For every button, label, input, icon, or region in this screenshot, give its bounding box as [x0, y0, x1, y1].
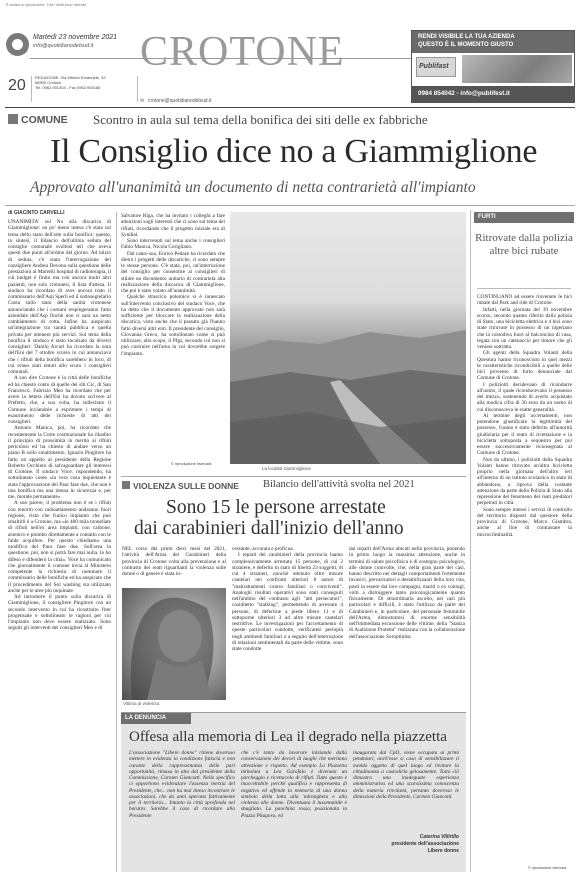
paragraph: UNANIMITA' sul No alla discarica di Giammiglione: un po' meno intesa c'è stata sul tema dello stato dell'arte sulla bonifica: questo, in sintesi, il bilancio dell'ultima seduta del consiglio comunale svoltosi ieri che aveva questi due punti all'ordine del giorno. Ad inizio di seduta, c'è stata l'interrogazione del consigliere Andrea Devona sulla questione delle prestazioni al Marrelli hospital di radioterapia, il cui budget è finito ma con ancora molti altri pazienti, non solo crotonesi, il lista d'attesa. Il sindaco ha ricordato di aver ancora trato il commissario dell'Asp Sperli ed il sottosegretario Costa sullo stato della sanità crotonese annunciando che i comuni respingeranno l'atto aziendale dell'Asp finchè non ci sarà un netto cambiamento di rotta. Infine ha auspicato un'integrazione tra sanità pubblica e quella privata per ottenere più servizi. Sul tema della bonifica il sindaco è stato incalzato da diversi consiglieri: Danilo Arcuri ha ricordato la nota dell'Eni del 7 ottobre scorso in cui annunciava che i rifiuti della bonifica sarebbero in loco, di cui erano stati tenuti allo scuro i consiglieri comunali. [8, 219, 111, 375]
main-photo-caption: La località Giammiglione [262, 466, 312, 471]
violence-photo [122, 588, 226, 700]
main-subtitle: Approvato all'unanimità un documento di netta contrarietà all'impianto [30, 179, 476, 196]
paragraph: cessante, accurata e proficua. [232, 546, 294, 552]
violence-kicker: Bilancio dell'attività svolta nel 2021 [263, 479, 415, 490]
paragraph: Qualche strascico polemico si è innescato sull'intervento conclusivo del sindaco Voce, che ha detto che il documento approvato non sarà sufficiente per bloccare la realizzazione della discarica, visto anche che il passato già l'hanno fatto diversi altri enti. Il presidente del consiglio, Giovanna Greco, ha sottolineato come si può utilizzare, allo scopo, il Pfgs, secondo cui non si può costruire nell'area in cui dovrebbe sorgere l'impianto. [121, 294, 225, 357]
sidebar-copyright: © riproduzione riservata [528, 866, 567, 870]
landscape-illustration [230, 212, 466, 464]
letter-label: LA DENUNCIA [121, 713, 191, 724]
paragraph: Ad introdurre il punto sulla discarica di Giammiglione, il consigliere Pingitore con un secondo intervento in cui ha ricostruito l'iter progettuale e sottolineato le ragioni per cui l'impianto non deve essere realizzato. Sono seguiti gli interventi dei consiglieri Meo e di [8, 594, 111, 632]
main-kicker: Scontro in aula sul tema della bonifica dei siti delle ex fabbriche [93, 112, 428, 127]
violence-col1 [122, 546, 226, 586]
letter-signature-role2: Libere donne [427, 848, 459, 854]
main-headline: Il Consiglio dice no a Giammiglione [50, 133, 538, 170]
letter-signature-role1: presidente dell'associazione [391, 841, 459, 847]
woman-silhouette-illustration [122, 588, 226, 700]
main-article-col1 [8, 219, 111, 872]
ad-line1: RENDI VISIBILE LA TUA AZIENDA [418, 34, 515, 40]
paragraph: Antonio Manica, poi, ha ricordato che recentemente la Corte costituzionale ha ribadito il principio di prossimità in merito ai rifiuti pericolosi ed ha chiesto di andare verso un piano B sullo smaltimento. Ignazio Pingitore ha fatto un appello al presidente della Regione Roberto Occhiuto di salvaguardare gli interessi di Crotone. Il sindaco Voce, rispondendo, ha sottolineato come «la vera cosa inquietante è stata l'approvazione del Paur fase due, che non è una bonifica ma una messa in sicurezza e, per me, morale permanente». [8, 425, 111, 500]
paragraph: I poliziotti decidevano di ricondurre all'uomo, il quale riconducevano il possesso del mezzo, sostenendo di averlo acquistato alla modica cifra di 30 euro da un uomo di cui disconosceva le esatte generalità. [477, 381, 572, 413]
paragraph: Non da ultimo, i poliziotti della Squadra Volanti hanno ritrovato un'altra bicicletta proprio nella giornata dell'altro ieri all'interno di un istituto scolastico in stato di abbandono, a riprova della costante attenzione da parte della Polizia di Stato alla repressione del fenomeno dei reati predatori perpetrati in città. [477, 456, 572, 507]
q-logo-icon [6, 33, 29, 56]
paragraph: Salvatore Riga, che ha invitato i colleghi a fare attenzioni sugli interessi che ci sono sul tema dei rifiuti, ricordando che il progetto iniziale era di Syndial. [121, 213, 225, 238]
paragraph: A suo dire Crotone è la città delle bonifiche ed ha chiesto conto di quelle dei siti Cic, di San Francesco. Fabrizio Meo ha ricordato che per avere la lettera dell'Eni ha dovuto scrivere al Prefetto, che, a sua volta, ha sollecitato il Comune inviandole a esprimere i tempi di esaurimento delle richieste di atti dei consiglieri. [8, 375, 111, 425]
issue-date: Martedì 23 novembre 2021 [33, 34, 118, 41]
header-email: info@quotidianodelsud.it [33, 43, 94, 49]
paragraph: Sono sempre intensi i servizi di controllo del territorio disposti dal questore della provincia di Crotone, Marco Giambra, anche al fine di contrastare la microcriminalità. [477, 506, 572, 538]
paragraph: Gli agenti della Squadra Volanti della Questura hanno riconosciuto in quei mezzi le caratteristiche ricondicibili a quelle delle bici provento di furto denunciate dal Comune di Crotone. [477, 350, 572, 382]
permission-note: È vietata la riproduzione. Tutti i diritti sono riservati [6, 3, 87, 7]
letter-headline: Offesa alla memoria di Lea il degrado nella piazzetta [129, 729, 447, 745]
ad-brand-name: Publifast [419, 63, 449, 70]
section-label-comune: COMUNE [21, 114, 68, 126]
contact-email: crotone@quotidianodelsud.it [148, 98, 212, 104]
paragraph: Sono intervenuti sul tema anche i consiglieri Fabio Manica, Nicola Corigliano. [121, 238, 225, 251]
letter-col1: L'associazione "Libere donne" ritiene doveroso mettere in evidenza la condizione fatiscia e non curante della rappresentanza delle pari opportunità, rimasa in atto dal presidente della Commissione, Carmen Giancotti. Nello specifico ci opportiono evidenziare l'assenza inerzia del Presidente, che... non ha mai inteso incontrare le associazioni, che da anni operano fattivamente per il territorio... Intanto la città sprofonda nel baratro. Sarebbe il caso di ricordare alla Presidente [129, 750, 235, 819]
redazione-line: 88900 Crotone [35, 80, 62, 85]
paragraph: CONTINUANO ad essere rinvenute le bici rubate dal Park and ride di Crotone. [477, 294, 572, 307]
ad-banner [411, 30, 575, 103]
paragraph: NEL corso dei primi dieci mesi del 2021, l'attività dell'Arma dei Carabinieri della provincia di Crotone volta alla prevenzione e al contrasto dei reati riguardanti la violenza sulle donne o di genere è stata in- [122, 546, 226, 577]
ad-brand-logo [416, 57, 456, 77]
main-photo [230, 212, 466, 464]
letter-box [121, 712, 466, 872]
masthead [0, 12, 580, 112]
sidebar-label: FURTI [474, 212, 574, 223]
copyright-note: © riproduzione riservata [171, 462, 212, 466]
section-marker [122, 481, 130, 489]
violence-col3 [349, 546, 465, 706]
paragraph: A suo parere, il problema non è se i rifiuti con tenorm con radioattamento andranno fuori regione, visto che l'unico impianto che può smaltirli è a Crotone, ma «le 400 mila tonnellate di rifiuti nell'ex area impianti, con carbone, arsenico e piombo direttamente a contatto con le falde acquifere. Per questo chiediamo una modifica del Paur fase due. Sull'area in questione, poi, non si potrà fare mai nulla. Io ho difeso e difenderò la città». Voce ha comunicato che giornalmente il comune invia al Ministero competente la richiesta di nominare il commissario delle bonifiche ed ha auspicato che il procedimento del Sol washing sia utilizzato anche per le aree più inquinate. [8, 500, 111, 594]
main-article-col2 [121, 213, 225, 458]
redazione-line: REDAZIONE: Via Vittorio Emanuele, 32 [35, 75, 106, 80]
violence-headline-line1: Sono 15 le persone arrestate [166, 497, 386, 518]
paragraph: Dal canto suo, Enrico Pedace ha ricordato che dietro i progetti delle discariche, ci sono sempre le stesse persone. C'è stata, poi, un'interruzione del consiglio per consentire ai consiglieri di stilare un documento unitario di contrarietà alla realizzazione della discarica di Giammiglione, che poi è stato votato all'unanimità. [121, 250, 225, 294]
violence-col2 [232, 546, 343, 706]
letter-signature-name: Caterina Villirillo [419, 834, 459, 840]
redazione-line: Tel. 0962.901304 - Fax 0962.905185 [35, 85, 101, 90]
letter-col2: che c'è tanto da lavorare iniziando dalla conservazione dei decori di luoghi che meritano attenzione e rispetto. Ad esempio La Piazzetta intitolata a Lea Garofalo è divenuta un parcheggio e ricettacolo di rifiuti. Tutto questo è inaccettabile perché qualifica e rappresenta di negativo ed offende la memoria di una donna simbolo della lotta alla 'ndrangheta e alla violenza alle donne. Diventuota il lussemattile è sbagliato. La panchina rossa, posizionata in Piazza Pitagora, ed [241, 750, 347, 819]
sidebar-body [477, 294, 572, 864]
ad-photo [462, 55, 572, 83]
paragraph: dai reparti dell'Arma ubicati nella provincia, ponendo in primo luogo la massima attenzione, anche in termini di salute psicofisica e di sostegno psicologico, alle donne coinvolte, che, nella gran parte dei casi, hanno descritto nei dettagli comportamenti fortemente invasivi, prevaricatori e destabilizzanti della loro vita, posti in essere dai loro compagni, mariti o ex coniugi, volti a distruggere tanto psicologicamente quanto fisicamente. Di straordinaria ascolto, nei casi più particolari e difficili, è stato l'utilizzo da parte dei Carabinieri e, in particolare, del personale femminile dell'Arma, dimostratosi di enorme sensibilità nell'immediata escussione delle vittime, della "Stanza di Audizione Protetta" realizzata con la collaborazione dell'associazione Soroptimist. [349, 546, 465, 640]
redazione-info [35, 75, 135, 90]
envelope-icon: ✉ [140, 98, 145, 104]
ad-phone: 0984 854042 - info@publifest.it [418, 90, 510, 97]
paragraph: Infatti, nella giornata del 19 novembre scorso, secondo quanto riferito dalla polizia di Stato, una bicicletta elettrica e 4 bici sono state ritrovate in possesso di un nigeriano che la custodiva fuori al balconcino di casa, legata con un catenaccio per timore che gli venisse sottratta. [477, 306, 572, 350]
section-marker [8, 114, 18, 124]
byline: di GIACINTO CARVELLI [8, 210, 65, 216]
section-title: CROTONE [140, 29, 345, 75]
violence-headline-line2: dai carabinieri dall'inizio dell'anno [134, 518, 404, 539]
letter-col3: inaugurata dal CpO, viene occupata ai primi pendolari, anch'esse si caso di sensibilizzare il mondo oggetto di quel luogo ed invitare la cittadinanza a custodirla gelosamente. Tutto ciò dimostra una inadeguate esperienza amministrativa ed una scarsissima conoscenza della materia rinviiami, pertanto doveroso le dimissioni della Presidente, Carmen Giancotti. [353, 750, 459, 800]
ad-line2: QUESTO È IL MOMENTO GIUSTO [418, 42, 514, 48]
sidebar-title: Ritrovate dalla polizia altre bici rubate [475, 232, 573, 257]
section-label-violenza: VIOLENZA SULLE DONNE [133, 481, 239, 491]
page-number: 20 [8, 77, 26, 94]
violence-photo-caption: Vittima di violenza [123, 701, 160, 706]
paragraph: Al termine degli accertamenti, non potendone giustificare la legittimità del possesso, l'uomo è stato deferito all'autorità giudiziaria per il reato di ricettazione e la bicicletta sottoposta a sequestro per poi essere successivamente riconsegnata al Comune di Crotone. [477, 412, 572, 457]
paragraph: I reparti dei carabinieri della provincia hanno complessivamente arrestato 15 persone, di cui 2 straniere, e deferito in stato di libertà 23 soggetti, di cui 4 stranieri, nonché ottenuto oltre misure cautelari nei confronti ulteriori 8 autori di "maltrattamenti contro familiari o conviventi". Analoghi risultati operativi sono stati conseguiti nell'ambito del contrasto agli "atti persecutori", cosiddetto "stalking", permettendo di arrestare 4 persone, di deferirne a piede libero 11 e di sottoporne ulteriori 3 ad altre misure cautelari restrittive. Le investigazioni per l'accertamento di queste particolari condotte, verificatesi perlopiù negli ambienti familiari o a seguito dell'interruzione di relazioni sentimentali da parte delle vittime, sono state condotte [232, 552, 343, 652]
